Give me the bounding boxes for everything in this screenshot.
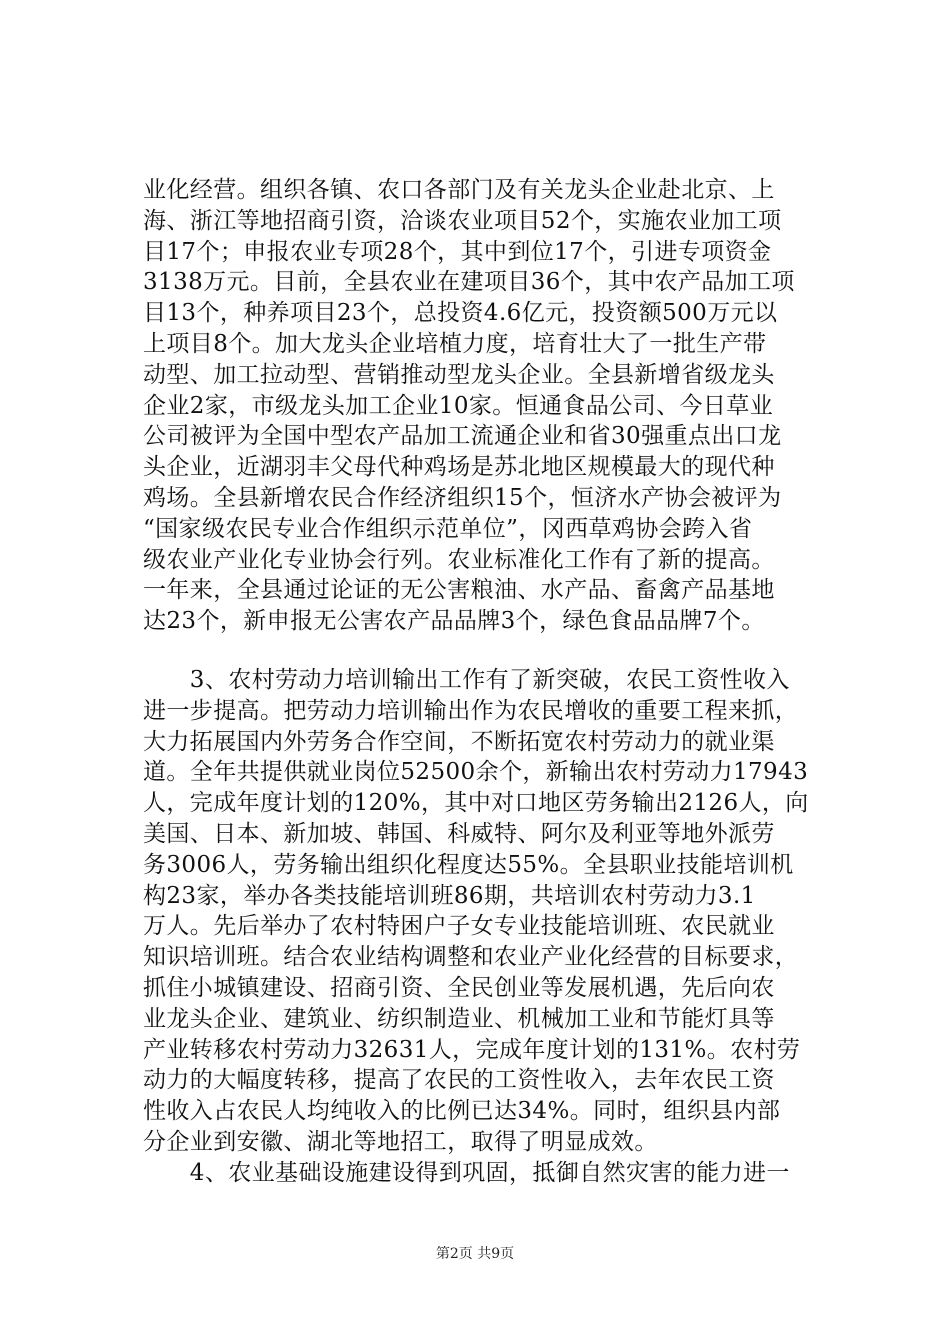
paragraph-block-2 (143, 665, 843, 1158)
text-line: 鸡场。全县新增农民合作经济组织15个，恒济水产协会被评为 (143, 484, 782, 511)
text-line: 3138万元。目前，全县农业在建项目36个，其中农产品加工项 (143, 269, 795, 296)
text-line: 上项目8个。加大龙头企业培植力度，培育壮大了一批生产带 (143, 330, 767, 357)
text-line: 3、农村劳动力培训输出工作有了新突破，农民工资性收入 (143, 666, 790, 693)
text-line: 大力拓展国内外劳务合作空间，不断拓宽农村劳动力的就业渠 (143, 728, 775, 755)
text-line: 性收入占农民人均纯收入的比例已达34%。同时，组织县内部 (143, 1098, 781, 1125)
text-line: 海、浙江等地招商引资，洽谈农业项目52个，实施农业加工项 (143, 207, 782, 234)
text-line: 企业2家，市级龙头加工企业10家。恒通食品公司、今日草业 (143, 392, 774, 419)
page-number-footer: 第2页 共9页 (435, 1246, 515, 1262)
text-line: 万人。先后举办了农村特困户子女专业技能培训班、农民就业 (143, 913, 775, 940)
text-line: 知识培训班。结合农业结构调整和农业产业化经营的目标要求， (143, 944, 799, 971)
paragraph-spacer (143, 637, 843, 665)
text-line: 动力的大幅度转移，提高了农民的工资性收入，去年农民工资 (143, 1067, 775, 1094)
text-line: 进一步提高。把劳动力培训输出作为农民增收的重要工程来抓， (143, 697, 799, 724)
text-line: 构23家，举办各类技能培训班86期，共培训农村劳动力3.1 (143, 882, 756, 909)
text-line: 抓住小城镇建设、招商引资、全民创业等发展机遇，先后向农 (143, 974, 775, 1001)
text-line: 动型、加工拉动型、营销推动型龙头企业。全县新增省级龙头 (143, 361, 775, 388)
text-line: 美国、日本、新加坡、韩国、科威特、阿尔及利亚等地外派劳 (143, 820, 775, 847)
text-line: “国家级农民专业合作组织示范单位”，冈西草鸡协会跨入省 (143, 515, 753, 542)
text-line: 道。全年共提供就业岗位52500余个，新输出农村劳动力17943 (143, 759, 809, 786)
text-line: 产业转移农村劳动力32631人，完成年度计划的131%。农村劳 (143, 1036, 801, 1063)
text-line: 务3006人，劳务输出组织化程度达55%。全县职业技能培训机 (143, 851, 794, 878)
text-line: 4、农业基础设施建设得到巩固，抵御自然灾害的能力进一 (143, 1159, 790, 1186)
text-line: 分企业到安徽、湖北等地招工，取得了明显成效。 (143, 1128, 658, 1155)
document-body (143, 175, 843, 1189)
text-line: 目17个；申报农业专项28个，其中到位17个，引进专项资金 (143, 238, 772, 265)
text-line: 公司被评为全国中型农产品加工流通企业和省30强重点出口龙 (143, 423, 782, 450)
text-line: 一年来，全县通过论证的无公害粮油、水产品、畜禽产品基地 (143, 577, 775, 604)
text-line: 业龙头企业、建筑业、纺织制造业、机械加工业和节能灯具等 (143, 1005, 775, 1032)
text-line: 达23个，新申报无公害农产品品牌3个，绿色食品品牌7个。 (143, 608, 765, 635)
text-line: 头企业，近湖羽丰父母代种鸡场是苏北地区规模最大的现代种 (143, 454, 775, 481)
paragraph-block-1 (143, 175, 843, 637)
paragraph-block-3 (143, 1158, 843, 1189)
text-line: 人，完成年度计划的120%，其中对口地区劳务输出2126人，向 (143, 790, 809, 817)
text-line: 级农业产业化专业协会行列。农业标准化工作有了新的提高。 (143, 546, 775, 573)
text-line: 目13个，种养项目23个，总投资4.6亿元，投资额500万元以 (143, 300, 778, 327)
text-line: 业化经营。组织各镇、农口各部门及有关龙头企业赴北京、上 (143, 177, 775, 203)
